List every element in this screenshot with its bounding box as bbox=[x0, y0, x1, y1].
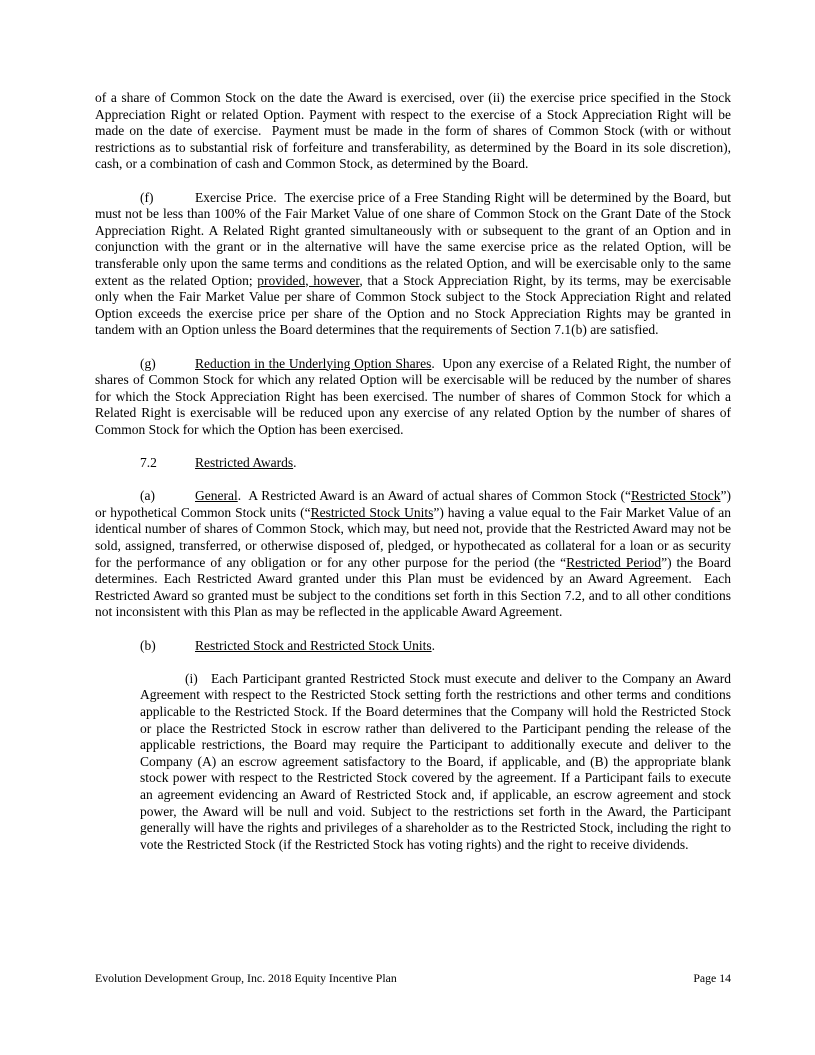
heading-text bbox=[195, 455, 297, 470]
underlined-text-run: Restricted Awards bbox=[195, 455, 294, 471]
paragraph-a-general bbox=[95, 488, 731, 621]
document-body bbox=[95, 90, 731, 870]
text-run: ”) having a value equal to the Fair Market Value of an identical number of shares of Common Stock, which may, but need not, provide that the Restricted Award may not be sold, assigned, transferred, or otherwise disposed of, pledged, or hypothecated as collateral for a loan or as security for the performance of any obligation or for any other purpose for the period (the “ bbox=[95, 504, 731, 570]
underlined-text-run: Restricted Stock and Restricted Stock Units bbox=[195, 637, 432, 653]
text-run: . bbox=[431, 637, 435, 653]
heading-text bbox=[195, 638, 435, 653]
paragraph-label: (f) bbox=[140, 189, 154, 205]
paragraph-text bbox=[95, 90, 731, 171]
text-run: . A Restricted Award is an Award of actual shares of Common Stock (“ bbox=[237, 488, 632, 504]
paragraph-label: (g) bbox=[140, 355, 156, 371]
heading-b-restricted-stock-and-units bbox=[95, 638, 731, 655]
paragraph-g-reduction-underlying-option-shares bbox=[95, 356, 731, 439]
paragraph-label: (a) bbox=[140, 488, 155, 504]
paragraph-f-exercise-price bbox=[95, 190, 731, 339]
underlined-text-run: Reduction in the Underlying Option Shares bbox=[195, 355, 432, 371]
underlined-text-run: General bbox=[195, 488, 238, 504]
text-run: , that a Stock Appreciation Right, by its terms, may be exercisable only when the Fair Market Value per share of Common Stock subject to the Stock Appreciation Right and related Option exceeds the exercise price per share of the Option and no Stock Appreciation Rights may be granted in tandem with an Option unless the Board determines that the requirements of Section 7.1(b) are satisfied. bbox=[95, 272, 732, 338]
text-run: . Upon any exercise of a Related Right, the number of shares of Common Stock for which any related Option will be exercisable will be reduced by the number of shares for which the Stock Appreciation Right has been exercised. The number of shares of Common Stock for which a Related Right is exercisable will be reduced upon any exercise of any related Option by the number of shares of Common Stock for which the Option has been exercised. bbox=[95, 355, 731, 437]
paragraph-label: (i) bbox=[185, 670, 198, 686]
footer-page-number: Page 14 bbox=[693, 971, 731, 985]
underlined-text-run: Restricted Stock bbox=[631, 488, 721, 504]
underlined-text-run: provided, however bbox=[257, 272, 360, 288]
underlined-text-run: Restricted Period bbox=[566, 554, 662, 570]
text-run: Exercise Price. The exercise price of a Free Standing Right will be determined by the Board, but must not be less than 100% of the Fair Market Value of one share of Common Stock on the Grant Date of the Stock Appreciation Right. A Related Right granted simultaneously with or subsequent to the grant of an Option and in conjunction with the grant or in the alternative will have the same exercise price as the related Option, will be transferable only upon the same terms and conditions as the related Option, and will be exercisable only to the same extent as the related Option; bbox=[95, 189, 731, 288]
heading-7-2-restricted-awards bbox=[95, 455, 731, 472]
section-number: 7.2 bbox=[140, 455, 157, 471]
text-run: . bbox=[293, 455, 297, 471]
paragraph-label: (b) bbox=[140, 637, 156, 653]
page-footer bbox=[95, 971, 731, 985]
text-run: Each Participant granted Restricted Stock must execute and deliver to the Company an Award Agreement with respect to the Restricted Stock setting forth the restrictions and other terms and conditions applicable to the Restricted Stock. If the Board determines that the Company will hold the Restricted Stock or place the Restricted Stock in escrow rather than delivered to the Participant pending the release of the applicable restrictions, the Board may require the Participant to additionally execute and deliver to the Company (A) an escrow agreement satisfactory to the Board, if applicable, and (B) the appropriate blank stock power with respect to the Restricted Stock covered by the agreement. If a Participant fails to execute an agreement evidencing an Award of Restricted Stock and, if applicable, an escrow agreement and stock power, the Award will be null and void. Subject to the restrictions set forth in the Award, the Participant generally will have the rights and privileges of a shareholder as to the Restricted Stock, including the right to vote the Restricted Stock (if the Restricted Stock has voting rights) and the right to receive dividends. bbox=[140, 670, 731, 852]
paragraph-continuation bbox=[95, 90, 731, 173]
underlined-text-run: Restricted Stock Units bbox=[310, 504, 434, 520]
text-run: ”) or hypothetical Common Stock units (“ bbox=[95, 488, 731, 520]
text-run: of a share of Common Stock on the date the Award is exercised, over (ii) the exercise price specified in the Stock Appreciation Right or related Option. Payment with respect to the exercise of a Stock Appreciation Right will be made on the date of exercise. Payment must be made in the form of shares of Common Stock (with or without restrictions as to substantial risk of forfeiture and transferability, as determined by the Board in its sole discretion), cash, or a combination of cash and Common Stock, as determined by the Board. bbox=[95, 90, 731, 172]
text-run: ”) the Board determines. Each Restricted Award granted under this Plan must be evidenced by an Award Agreement. Each Restricted Award so granted must be subject to the conditions set forth in this Section 7.2, and to all other conditions not inconsistent with this Plan as may be reflected in the applicable Award Agreement. bbox=[95, 554, 731, 620]
paragraph-text bbox=[95, 190, 731, 338]
paragraph-i-restricted-stock-agreement bbox=[140, 671, 731, 854]
footer-document-title: Evolution Development Group, Inc. 2018 Equity Incentive Plan bbox=[95, 971, 397, 985]
paragraph-text bbox=[95, 488, 731, 619]
paragraph-text bbox=[140, 671, 731, 852]
